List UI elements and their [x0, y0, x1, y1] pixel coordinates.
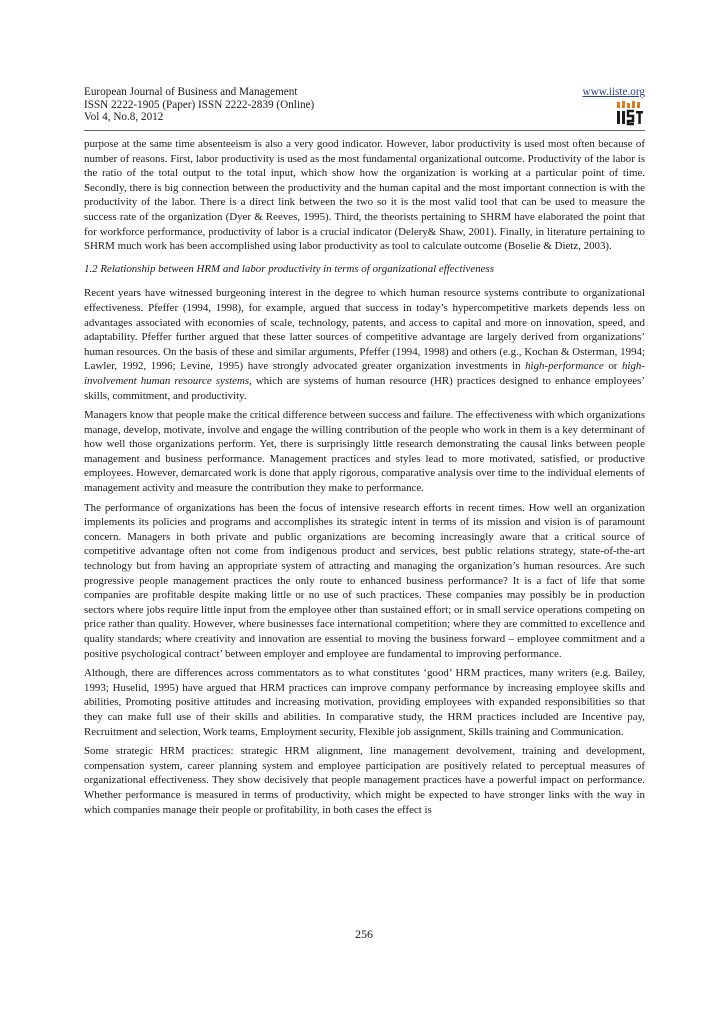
paragraph-strategic-hrm: Some strategic HRM practices: strategic HRM alignment, line management devolvement, training and development, compensation system, career planning system and employee participation are positively related to perceptual measures of organizational effectiveness. They show decisively that people management practices have a powerful impact on performance. Whether performance is measured in terms of productivity, which might be expected to have stronger links with the way in which companies manage their people or profitability, in both cases the effect is [84, 745, 645, 816]
journal-title: European Journal of Business and Management [84, 86, 298, 98]
section-heading: 1.2 Relationship between HRM and labor productivity in terms of organizational effectiveness [84, 262, 494, 275]
emphasis-text: high-involvement human resource systems, [84, 360, 645, 387]
iiste-logo [615, 100, 645, 126]
issn-line: ISSN 2222-1905 (Paper) ISSN 2222-2839 (Online) [84, 98, 315, 111]
paragraph-text: or [603, 360, 622, 373]
header-rule [84, 130, 645, 131]
page-body [84, 137, 645, 822]
emphasis-text: high-performance [525, 360, 604, 373]
volume-line: Vol 4, No.8, 2012 [84, 111, 164, 124]
paragraph-text: Recent years have witnessed burgeoning interest in the degree to which human resource systems contribute to organizational effectiveness. Pfeffer (1994, 1998), for example, argued that success in today’s hypercompetitive markets depends less on advantages associated with economies of scale, technology, patents, and access to capital and more on innovation, speed, and adaptability. Pfeffer further argued that these latter sources of competitive advantage are largely derived from organizations’ human resources. On the basis of these and similar arguments, Pfeffer (1994, 1998) and others (e.g., Kochan & Osterman, 1994; Lawler, 1992, 1996; Levine, 1995) have strongly advocated greater organization investments in [84, 287, 645, 373]
page-number: 256 [355, 927, 373, 941]
journal-url-link[interactable]: www.iiste.org [582, 86, 645, 98]
paragraph-performance: The performance of organizations has been the focus of intensive research efforts in recent times. How well an organization implements its policies and programs and accomplishes its strategic intent in terms of its mission and vision is of paramount concern. Managers in both private and public organizations are becoming increasingly aware that a critical source of competitive advantage often not come from indigenous product and services, best public relations strategy, state-of-the-art technology but from having an appropriate system of attracting and managing the organization’s human resources. Are such progressive people management practices the only route to enhanced business performance? It is a fact of life that some companies are profitable despite making little or no use of such practices. These companies may possibly be in production sectors where jobs require little input from the employee other than sustained effort; or in small service operations competing on price rather than quality. However, where businesses face international competition; where they are committed to excellence and quality standards; where creativity and innovation are essential to moving the business forward – employee commitment and a positive psychological contract’ between employer and employee are fundamental to improving performance. [84, 501, 645, 660]
journal-info [84, 86, 314, 124]
paragraph-managers: Managers know that people make the critical difference between success and failure. The effectiveness with which organizations manage, develop, motivate, involve and engage the willing contribution of the people who work in them is a key determinant of how well those organizations perform. Yet, there is surprisingly little research demonstrating the causal links between people management and business performance. Management practices and styles lead to more motivated, satisfied, or productive employees. However, demarcated work is done that apply rigorous, comparative analysis over time to the individual elements of management activity and measure the contribution they make to performance. [84, 409, 645, 495]
paragraph-text: which are systems of human resource (HR) practices designed to enhance employees’ skills, commitment, and productivity. [84, 374, 645, 402]
running-header [84, 86, 645, 126]
paragraph-hrm-practices: Although, there are differences across commentators as to what constitutes ‘good’ HRM practices, many writers (e.g. Bailey, 1993; Huselid, 1995) have argued that HRM practices can improve company performance by increasing employee skills and abilities, Promoting positive attitudes and increasing motivation, providing employees with expanded responsibilities so that they can make full use of their skills and abilities. In comparative study, the HRM practices included are Incentive pay, Recruitment and selection, Work teams, Employment security, Flexible job assignment, Skills training and Communication. [84, 667, 645, 738]
paragraph-hrm-systems [84, 286, 645, 403]
paragraph-continued: purpose at the same time absenteeism is also a very good indicator. However, labor productivity is used most often because of number of reasons. First, labor productivity is used as the most fundamental organizational outcome. Productivity of the labor is the ratio of the total output to the total input, which show how the organization is working at a particular point of time. Secondly, there is big connection between the productivity and the human capital and the most important connection is with the productivity of the labor. There is a direct link between the two so it is the most valid tool that can be used to measure the success rate of the organization (Dyer & Reeves, 1995). Third, the theorists pertaining to SHRM have elaborated the point that for workforce performance, productivity of labor is a crucial indicator (Delery& Shaw, 2001). Finally, in literature pertaining to SHRM much work has been accomplished using labor productivity as tool to calculate outcome (Boselie & Dietz, 2003). [84, 138, 645, 253]
